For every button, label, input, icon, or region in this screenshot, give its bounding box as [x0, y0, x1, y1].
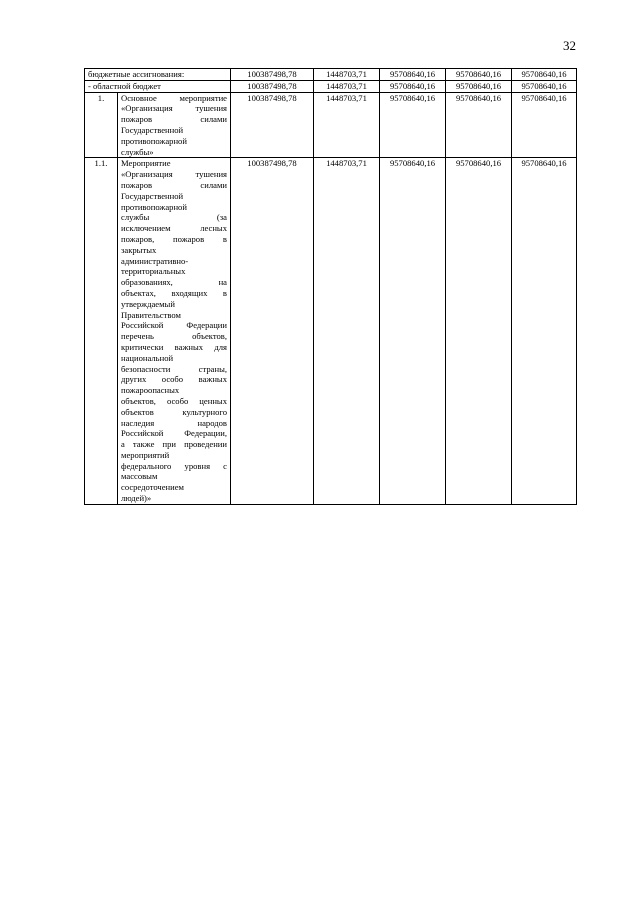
- activity-name-line: утверждаемый: [121, 298, 175, 309]
- table-cell: 95708640,16: [380, 92, 446, 158]
- activity-name-line: Российской Федерации: [121, 320, 227, 331]
- table-row: [85, 69, 577, 81]
- activity-name-line: критически важных для: [121, 341, 227, 352]
- activity-name-line: сосредоточением: [121, 482, 184, 493]
- table-cell: 95708640,16: [512, 69, 577, 81]
- activity-name-line: «Организация тушения: [121, 103, 227, 114]
- activity-name-line: службы (за: [121, 212, 227, 223]
- activity-name-line: безопасности страны,: [121, 363, 227, 374]
- activity-name-line: Российской Федерации,: [121, 428, 227, 439]
- activity-name-line: федерального уровня с: [121, 460, 227, 471]
- table-cell: 95708640,16: [380, 69, 446, 81]
- activity-name-line: противопожарной: [121, 201, 187, 212]
- activity-name-line: службы»: [121, 146, 154, 157]
- activity-name-line: «Организация тушения: [121, 169, 227, 180]
- activity-name-line: образованиях, на: [121, 277, 227, 288]
- activity-name-line: Государственной: [121, 190, 184, 201]
- row-number: 1.: [85, 92, 118, 158]
- activity-name-line: объектов культурного: [121, 406, 227, 417]
- row-label: - областной бюджет: [85, 80, 231, 92]
- activity-name-line: наследия народов: [121, 417, 227, 428]
- activity-name-line: перечень объектов,: [121, 331, 227, 342]
- table-cell: 100387498,78: [231, 80, 314, 92]
- activity-name: [118, 92, 231, 158]
- table-cell: 100387498,78: [231, 69, 314, 81]
- table-cell: 100387498,78: [231, 92, 314, 158]
- table-cell: 1448703,71: [314, 92, 380, 158]
- table-row: [85, 80, 577, 92]
- activity-name-line: а также при проведении: [121, 439, 227, 450]
- table-cell: 1448703,71: [314, 69, 380, 81]
- table-cell: 100387498,78: [231, 158, 314, 505]
- activity-name-line: Правительством: [121, 309, 181, 320]
- activity-name-line: людей)»: [121, 493, 152, 504]
- activity-name-line: пожаров, пожаров в: [121, 233, 227, 244]
- table-cell: 95708640,16: [446, 80, 512, 92]
- table-cell: 95708640,16: [512, 158, 577, 505]
- activity-name-line: других особо важных: [121, 374, 227, 385]
- table-cell: 95708640,16: [380, 80, 446, 92]
- table-cell: 95708640,16: [380, 158, 446, 505]
- table-cell: 95708640,16: [446, 92, 512, 158]
- table-cell: 1448703,71: [314, 158, 380, 505]
- table-cell: 95708640,16: [512, 92, 577, 158]
- activity-name-line: объектах, входящих в: [121, 287, 227, 298]
- activity-name-line: объектов, особо ценных: [121, 395, 227, 406]
- activity-name-line: массовым: [121, 471, 158, 482]
- page-number: 32: [563, 38, 576, 53]
- table-cell: 95708640,16: [446, 158, 512, 505]
- table-cell: 95708640,16: [446, 69, 512, 81]
- activity-name-line: национальной: [121, 352, 174, 363]
- activity-name-line: исключением лесных: [121, 223, 227, 234]
- row-number: 1.1.: [85, 158, 118, 505]
- table-row: [85, 158, 577, 505]
- activity-name-line: пожаров силами: [121, 179, 227, 190]
- activity-name-line: административно-: [121, 255, 189, 266]
- activity-name-line: Основное мероприятие: [121, 92, 227, 103]
- activity-name-line: территориальных: [121, 266, 186, 277]
- activity-name-line: Мероприятие: [121, 158, 171, 169]
- table-cell: 95708640,16: [512, 80, 577, 92]
- activity-name-line: мероприятий: [121, 449, 170, 460]
- activity-name-line: Государственной: [121, 124, 184, 135]
- row-label: бюджетные ассигнования:: [85, 69, 231, 81]
- activity-name-line: пожароопасных: [121, 385, 180, 396]
- budget-table: [84, 68, 577, 505]
- activity-name-line: противопожарной: [121, 135, 187, 146]
- table-cell: 1448703,71: [314, 80, 380, 92]
- table-row: [85, 92, 577, 158]
- activity-name-line: пожаров силами: [121, 114, 227, 125]
- activity-name-line: закрытых: [121, 244, 157, 255]
- activity-name: [118, 158, 231, 505]
